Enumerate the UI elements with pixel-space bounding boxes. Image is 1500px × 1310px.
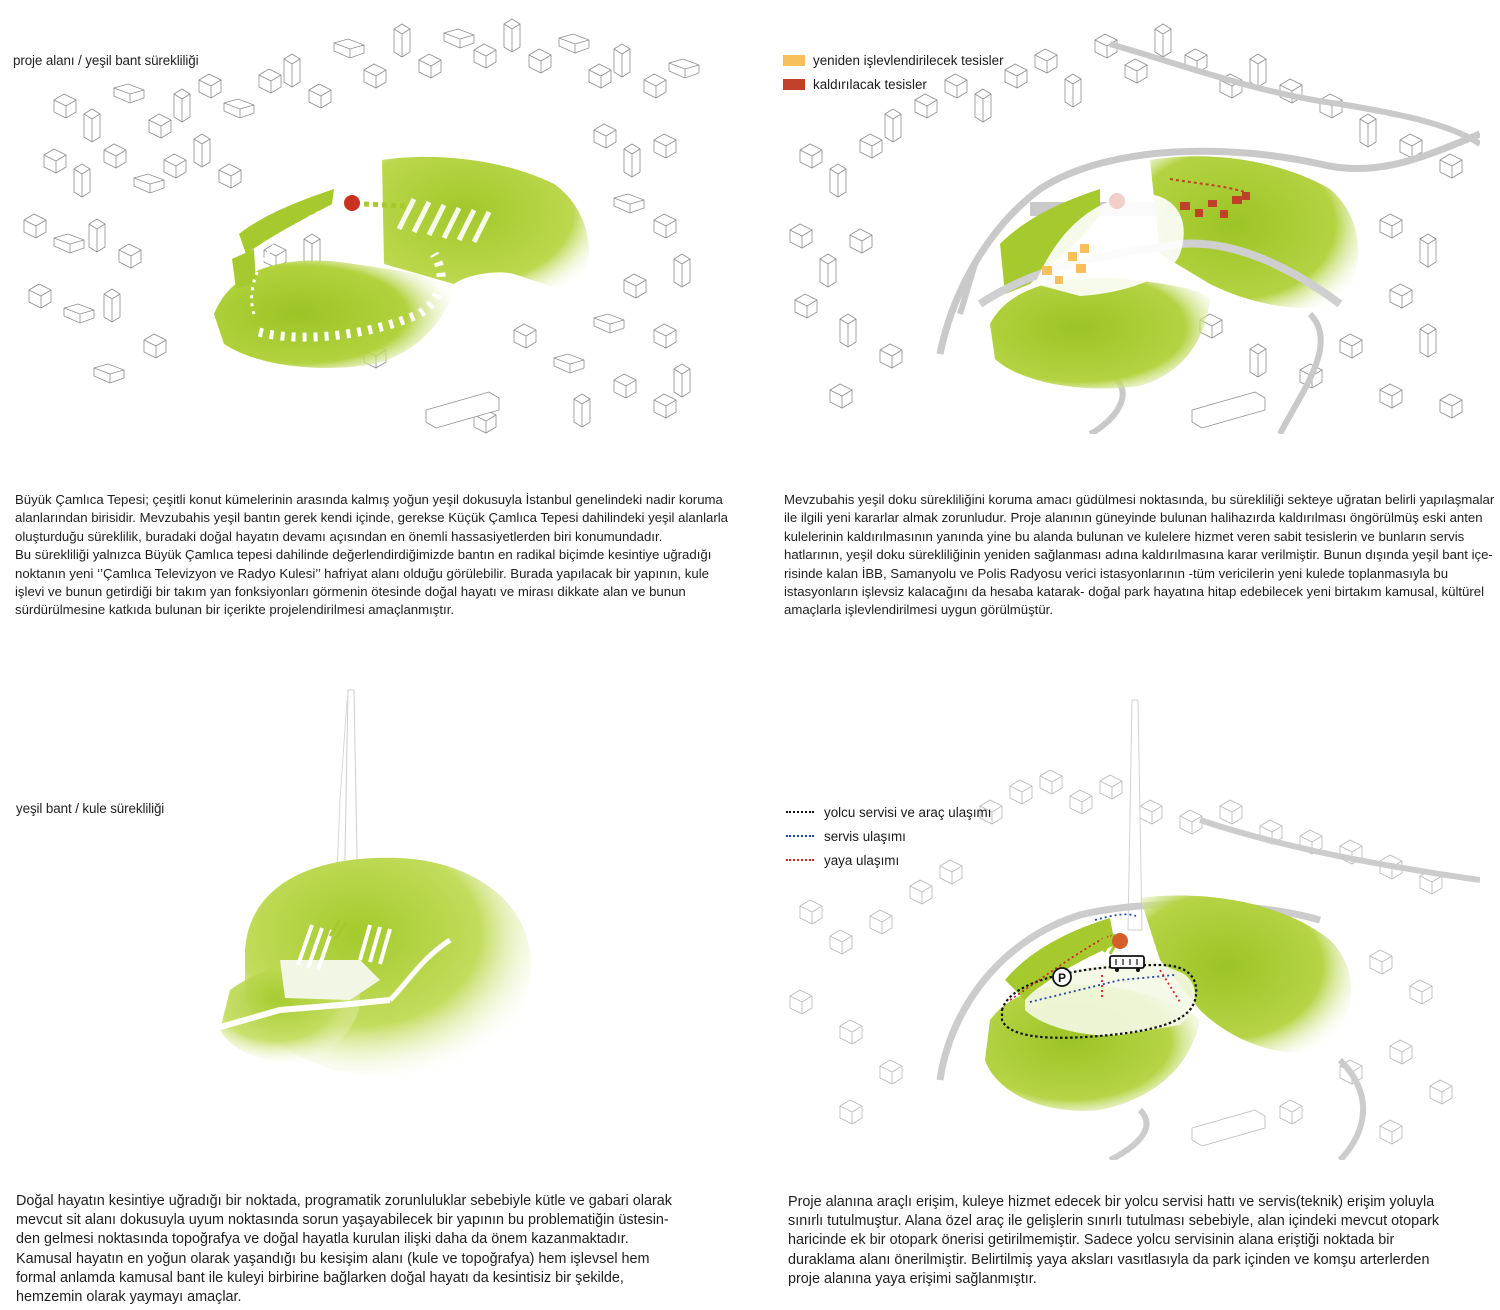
text-line: duraklama alanı önerilmiştir. Belirtilmiş yaya aksları vasıtlasıyla da park içinden ve komşu arterlerden bbox=[788, 1251, 1430, 1268]
panel-access bbox=[750, 660, 1500, 1310]
text-line: hatlarının, yeşil doku sürekliliğinin yeniden sağlanması adına kaldırılmasına karar verilmiştir. Bunun dışında yeşil bant içe- bbox=[784, 547, 1493, 563]
site-map-svg bbox=[780, 680, 1480, 1160]
building-cluster bbox=[24, 19, 699, 433]
panel-caption: proje alanı / yeşil bant sürekliliği bbox=[13, 53, 199, 68]
text-line: Proje alanına araçlı erişim, kuleye hizmet edecek bir yolcu servisi hattı ve servis(teknik) erişim yoluyla bbox=[788, 1194, 1435, 1210]
text-line: Mevzubahis yeşil doku sürekliliğini koruma amacı güdülmesi noktasında, bu sürekliliği sekteye uğratan belirli yapılaşmalar bbox=[784, 492, 1495, 507]
site-map-svg bbox=[14, 14, 714, 434]
text-line: Doğal hayatın kesintiye uğradığı bir noktada, programatik zorunluluklar sebebiyle kütle ve gabari olarak bbox=[16, 1193, 672, 1209]
text-line: proje alanına yaya erişimi sağlanmıştır. bbox=[788, 1270, 1037, 1287]
description-paragraph bbox=[15, 491, 728, 620]
text-line: sürdürülmesine katkıda bulunan bir içerikte projelendirilmesi amaçlanmıştır. bbox=[15, 602, 455, 618]
site-map-tower bbox=[190, 680, 590, 1160]
legend-label: kaldırılacak tesisler bbox=[813, 76, 927, 92]
tower-site-marker bbox=[1112, 933, 1128, 949]
legend-item-reuse bbox=[783, 48, 1004, 72]
text-line: ile ilgili yeni kararlar almak zorunludur. Proje alanının güneyinde bulunan halihazırda kaldırılması öngörülmüş eski anten bbox=[784, 510, 1483, 526]
swatch-reuse-icon bbox=[783, 55, 805, 66]
tower-site-marker bbox=[1109, 193, 1125, 209]
green-band-east bbox=[382, 157, 589, 294]
description-paragraph bbox=[16, 1192, 672, 1307]
text-line: risinde kalan İBB, Samanyolu ve Polis Radyosu verici istasyonlarının -tüm vericilerin yeni kulede toplanmasıyla bu bbox=[784, 565, 1449, 581]
text-line: Kamusal hayatın en yoğun olarak yaşandığı bu kesişim alanı (kule ve topoğrafya) hem işlevsel hem bbox=[16, 1250, 650, 1267]
parking-label: P bbox=[1057, 971, 1067, 985]
panel-tower-continuity bbox=[0, 660, 750, 1310]
legend-item-passenger-vehicle bbox=[786, 800, 991, 824]
legend bbox=[783, 48, 1004, 96]
site-map-green-band bbox=[14, 14, 714, 434]
text-line: haricinde ek bir otopark önerisi getirilmemiştir. Sadece yolcu servisinin alana eriştiği noktada bir bbox=[788, 1232, 1395, 1249]
legend-label: servis ulaşımı bbox=[824, 828, 906, 844]
dotted-line-icon bbox=[786, 835, 814, 837]
panel-caption: yeşil bant / kule sürekliliği bbox=[16, 801, 165, 816]
panel-green-band bbox=[0, 0, 750, 640]
text-line: Bu sürekliliği yalnızca Büyük Çamlıca tepesi dahilinde değerlendirdiğimizde bantın en radikal biçimde kesintiye uğradığı bbox=[15, 547, 712, 563]
text-line: den gelmesi noktasında topoğrafya ve doğal hayatla kurulan ilişki daha da önem kazanmaktadır. bbox=[16, 1231, 629, 1248]
text-line: kulelerinin kaldırılmasının yanında yine bu alanda bulunan ve kulelere hizmet veren sabit tesislerin ve bunların servis bbox=[784, 528, 1465, 544]
site-map-svg bbox=[190, 680, 590, 1160]
text-line: istasyonların işlevsiz kalacağını da hesaba katarak- doğal park hayatına hitap edebilecek yeni birtakım kamusal, kültürel bbox=[784, 584, 1485, 600]
description-paragraph bbox=[788, 1193, 1439, 1289]
legend-item-service bbox=[786, 824, 991, 848]
text-line: işlevi ve bunun getirdiği bir takım yan fonksiyonları görmenin ötesinde doğal hayatı ve mirası dikkate alan ve bunun bbox=[15, 584, 686, 600]
site-map-access bbox=[780, 680, 1480, 1160]
text-line: amaçlarla işlevlendirilmesi uygun görülmüştür. bbox=[784, 602, 1053, 618]
text-line: alanlarından birisidir. Mevzubahis yeşil bantın gerek kendi içinde, gerekse Küçük Çamlıca Tepesi dahilindeki yeşil alanlarla bbox=[15, 510, 728, 526]
legend bbox=[786, 800, 991, 872]
text-line: mevcut sit alanı dokusuyla uyum noktasında sorun yaşayabilecek bir yapının bu problematiğin üstesin- bbox=[16, 1212, 669, 1229]
text-line: sınırlı tutulmuştur. Alana özel araç ile gelişlerin sınırlı tutulması sebebiyle, alan içindeki mevcut otopark bbox=[788, 1213, 1440, 1230]
legend-label: yolcu servisi ve araç ulaşımı bbox=[824, 804, 992, 820]
panel-facilities bbox=[750, 0, 1500, 640]
legend-label: yaya ulaşımı bbox=[824, 852, 900, 868]
dotted-line-icon bbox=[786, 811, 814, 813]
green-band-small bbox=[232, 249, 256, 289]
tower-icon bbox=[1128, 700, 1142, 930]
description-paragraph bbox=[784, 491, 1494, 620]
tower-site-marker bbox=[344, 195, 360, 211]
text-line: formal anlamda kamusal bant ile kuleyi birbirine bağlarken doğal hayatı da kesintisiz bir şekilde, bbox=[16, 1269, 624, 1286]
text-line: Büyük Çamlıca Tepesi; çeşitli konut kümelerinin arasında kalmış yoğun yeşil dokusuyla İstanbul genelindeki nadir koruma bbox=[15, 492, 723, 507]
green-band-south bbox=[990, 278, 1210, 389]
legend-label: yeniden işlevlendirilecek tesisler bbox=[813, 52, 1004, 68]
text-line: hemzemin olarak yaymayı amaçlar. bbox=[16, 1289, 242, 1306]
text-line: oluşturduğu süreklilik, buradaki doğal hayatın devamı açısından en önemli hassasiyetlerden biri konumundadır. bbox=[15, 528, 663, 544]
legend-item-remove bbox=[783, 72, 1004, 96]
swatch-remove-icon bbox=[783, 79, 805, 90]
legend-item-pedestrian bbox=[786, 848, 991, 872]
dotted-line-icon bbox=[786, 859, 814, 861]
text-line: noktanın yeni ‘’Çamlıca Televizyon ve Radyo Kulesi’’ hafriyat alanı olduğu görülebilir. Burada yapılacak bir yapının, kule bbox=[15, 565, 709, 581]
